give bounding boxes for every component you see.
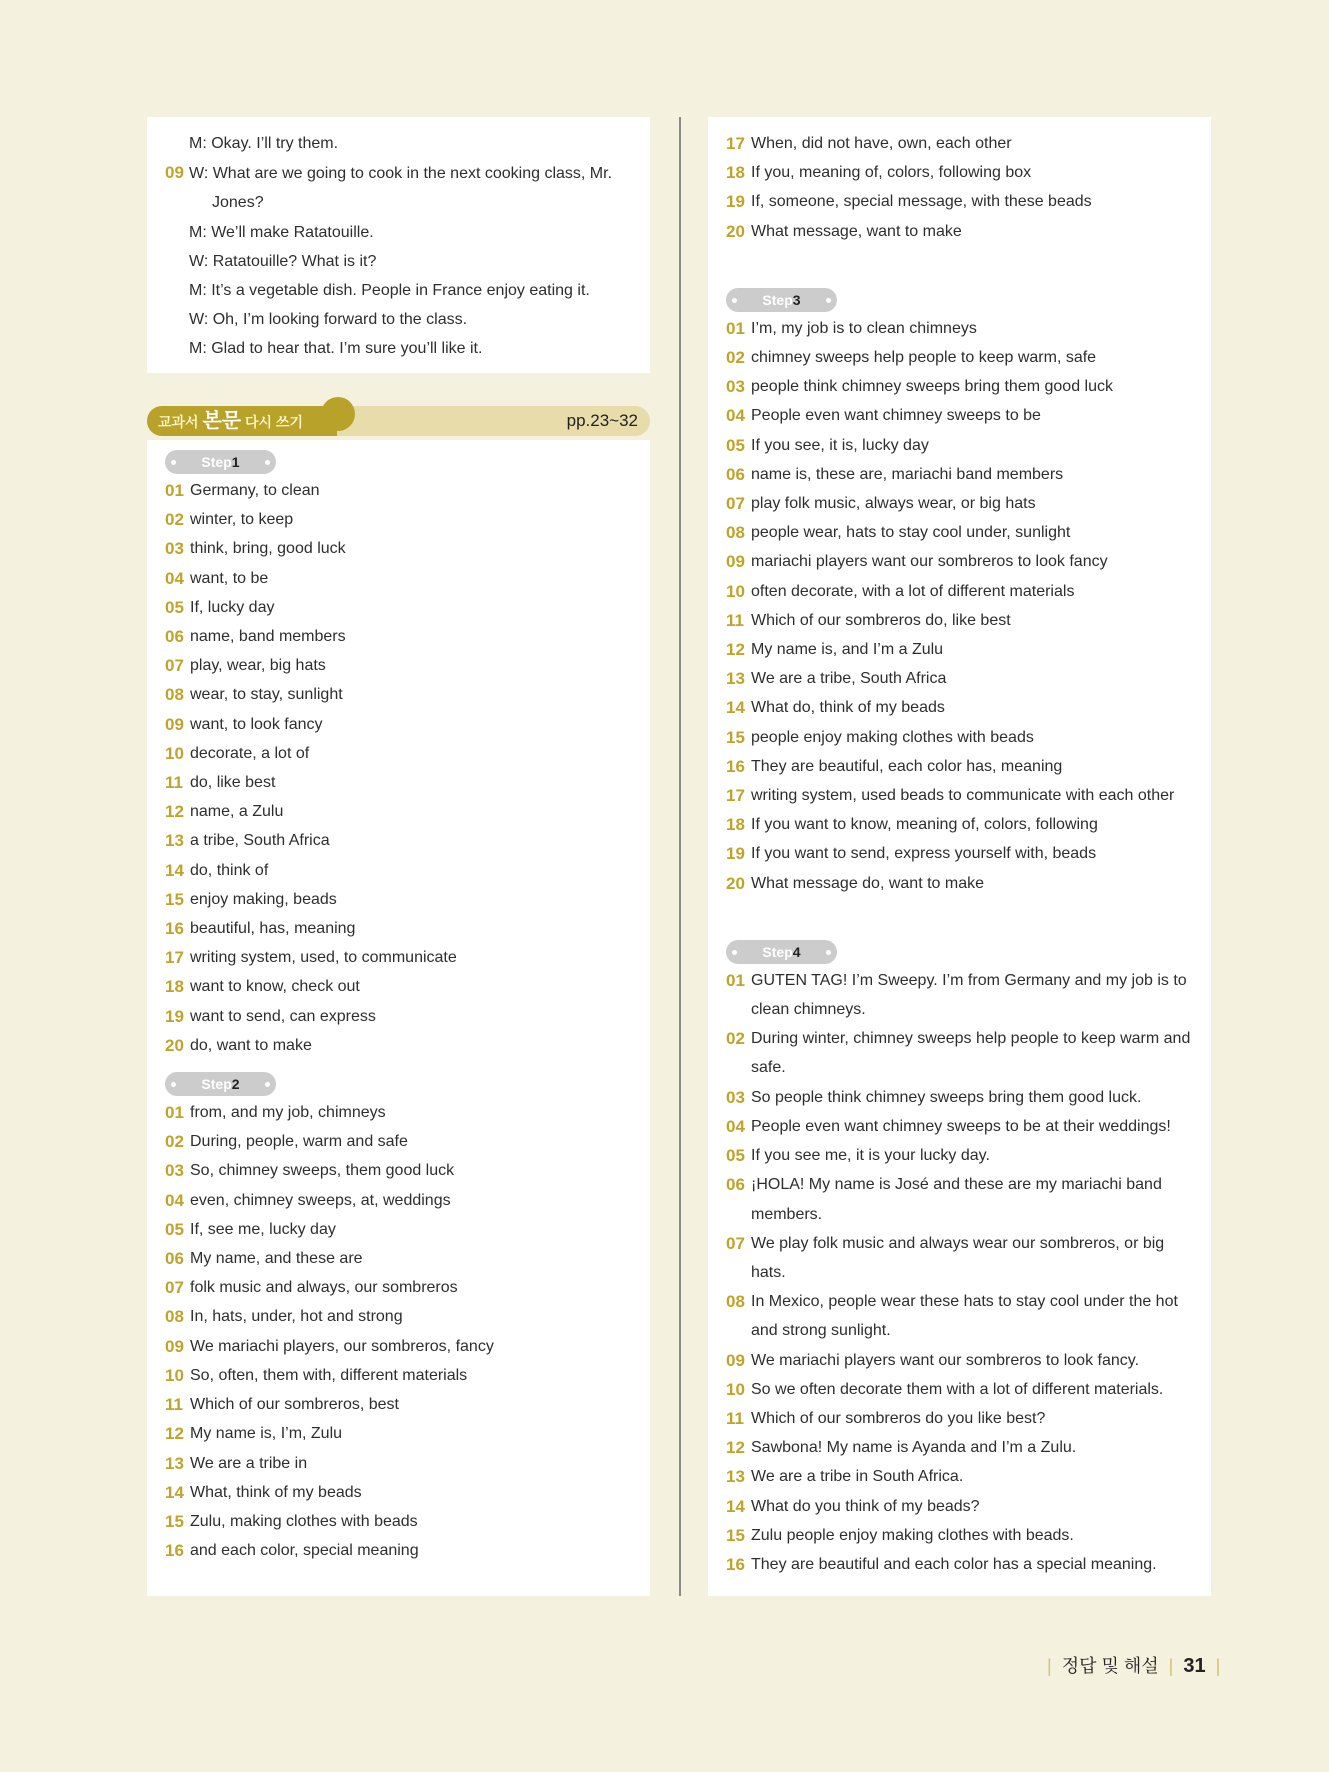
answer-item <box>165 710 632 739</box>
item-text: often decorate, with a lot of different materials <box>751 582 1075 600</box>
answer-item <box>726 1346 1193 1375</box>
answer-item <box>165 1449 632 1478</box>
item-number: 08 <box>726 523 745 543</box>
item-number: 20 <box>726 221 745 241</box>
item-text: What message, want to make <box>751 222 962 240</box>
step-2-list-continued <box>726 129 1193 246</box>
dialogue-text: M: We’ll make Ratatouille. <box>189 223 374 241</box>
item-text: writing system, used, to communicate <box>190 949 457 967</box>
item-number: 10 <box>726 1379 745 1399</box>
answer-item <box>165 680 632 709</box>
item-text: writing system, used beads to communicate with each other <box>751 787 1175 805</box>
item-number: 16 <box>165 1541 184 1561</box>
item-text: enjoy making, beads <box>190 890 337 908</box>
answer-item <box>726 1141 1193 1170</box>
item-number: 07 <box>726 1233 745 1253</box>
answer-item <box>165 739 632 768</box>
answer-item <box>165 1127 632 1156</box>
item-text: think, bring, good luck <box>190 540 346 558</box>
answer-item <box>726 1375 1193 1404</box>
step-1-list <box>165 476 632 1060</box>
item-text: people think chimney sweeps bring them good luck <box>751 378 1113 396</box>
item-text: people enjoy making clothes with beads <box>751 728 1034 746</box>
answer-item-continued <box>726 1200 1193 1229</box>
item-text: a tribe, South Africa <box>190 832 330 850</box>
answer-item <box>726 839 1193 868</box>
item-number: 09 <box>726 1350 745 1370</box>
answer-item <box>165 972 632 1001</box>
item-number: 04 <box>165 1190 184 1210</box>
dialogue-text: M: Glad to hear that. I’m sure you’ll like it. <box>189 340 483 358</box>
answer-item <box>165 1478 632 1507</box>
answer-item <box>165 797 632 826</box>
item-text: members. <box>751 1205 823 1223</box>
item-number: 05 <box>165 1219 184 1239</box>
item-number: 14 <box>726 698 745 718</box>
dialogue-text: W: Oh, I’m looking forward to the class. <box>189 311 468 329</box>
item-text: What, think of my beads <box>190 1483 362 1501</box>
item-number: 13 <box>726 1467 745 1487</box>
answer-item <box>165 593 632 622</box>
item-text: Sawbona! My name is Ayanda and I’m a Zulu. <box>751 1439 1077 1457</box>
dialogue-text: W: Ratatouille? What is it? <box>189 252 377 270</box>
item-text: from, and my job, chimneys <box>190 1104 386 1122</box>
item-text: What do, think of my beads <box>751 699 945 717</box>
step-2-pill: Step2 <box>165 1072 276 1096</box>
item-number: 04 <box>165 568 184 588</box>
answer-item <box>726 966 1193 995</box>
column-divider <box>679 117 681 1596</box>
item-text: People even want chimney sweeps to be <box>751 407 1041 425</box>
answer-item <box>726 314 1193 343</box>
answer-item <box>726 577 1193 606</box>
banner-title-c: 다시 쓰기 <box>241 414 303 430</box>
item-number: 03 <box>165 1161 184 1181</box>
item-text: decorate, a lot of <box>190 744 310 762</box>
answer-item <box>165 534 632 563</box>
answer-item <box>165 651 632 680</box>
item-text: GUTEN TAG! I’m Sweepy. I’m from Germany and my job is to <box>751 971 1187 989</box>
item-text: Which of our sombreros, best <box>190 1396 399 1414</box>
item-number: 14 <box>165 1482 184 1502</box>
line-number: 09 <box>165 163 184 183</box>
item-number: 18 <box>726 163 745 183</box>
answer-item-continued <box>726 995 1193 1024</box>
item-text: If you, meaning of, colors, following box <box>751 164 1032 182</box>
item-number: 12 <box>726 640 745 660</box>
answer-item <box>165 1244 632 1273</box>
item-text: In Mexico, people wear these hats to stay cool under the hot <box>751 1293 1178 1311</box>
item-number: 08 <box>165 685 184 705</box>
answer-item <box>726 810 1193 839</box>
dialogue-line <box>147 247 650 276</box>
item-number: 05 <box>726 1146 745 1166</box>
answer-item <box>726 431 1193 460</box>
item-text: want, to be <box>190 569 269 587</box>
item-text: They are beautiful and each color has a special meaning. <box>751 1555 1157 1573</box>
item-text: Which of our sombreros do, like best <box>751 611 1011 629</box>
item-number: 01 <box>165 481 184 500</box>
item-number: 08 <box>165 1307 184 1327</box>
item-text: Germany, to clean <box>190 482 320 499</box>
dialogue-line <box>147 129 650 158</box>
answer-item-continued <box>726 1258 1193 1287</box>
item-text: If, see me, lucky day <box>190 1220 336 1238</box>
answer-item <box>726 1229 1193 1258</box>
item-text: ¡HOLA! My name is José and these are my mariachi band <box>751 1176 1162 1194</box>
item-text: So we often decorate them with a lot of different materials. <box>751 1380 1164 1398</box>
answer-item <box>165 1273 632 1302</box>
item-number: 17 <box>165 948 184 968</box>
answer-item <box>726 460 1193 489</box>
item-number: 05 <box>165 597 184 617</box>
item-text: What message do, want to make <box>751 874 984 892</box>
answer-item <box>165 914 632 943</box>
item-number: 18 <box>165 977 184 997</box>
dialogue-text: M: It’s a vegetable dish. People in France enjoy eating it. <box>189 282 590 300</box>
item-number: 06 <box>165 627 184 647</box>
step-3-pill: Step3 <box>726 288 837 312</box>
banner-title-a: 교과서 <box>158 414 203 430</box>
item-number: 06 <box>165 1249 184 1269</box>
answer-item <box>726 1404 1193 1433</box>
answer-item <box>165 856 632 885</box>
item-text: My name is, I’m, Zulu <box>190 1425 343 1443</box>
item-text: We are a tribe in South Africa. <box>751 1468 964 1486</box>
dialogue-line <box>147 276 650 305</box>
dialogue-text: M: Okay. I’ll try them. <box>189 135 339 152</box>
item-text: name is, these are, mariachi band members <box>751 465 1064 483</box>
item-number: 08 <box>726 1292 745 1312</box>
item-number: 19 <box>726 844 745 864</box>
item-number: 16 <box>165 919 184 939</box>
answer-item <box>726 217 1193 246</box>
item-text: play, wear, big hats <box>190 657 326 675</box>
item-number: 03 <box>726 377 745 397</box>
step-3-list <box>726 314 1193 898</box>
item-text: do, think of <box>190 861 269 879</box>
answer-item <box>165 1507 632 1536</box>
item-number: 20 <box>726 873 745 893</box>
item-number: 15 <box>165 1511 184 1531</box>
answer-item <box>726 869 1193 898</box>
answer-item <box>165 505 632 534</box>
answer-item <box>165 826 632 855</box>
item-text: If, someone, special message, with these beads <box>751 193 1092 211</box>
answer-item <box>165 885 632 914</box>
item-number: 09 <box>165 1336 184 1356</box>
answer-item <box>726 372 1193 401</box>
item-number: 10 <box>165 743 184 763</box>
answer-item <box>726 1521 1193 1550</box>
answer-item <box>165 1361 632 1390</box>
answer-item <box>165 768 632 797</box>
item-text: During, people, warm and safe <box>190 1133 408 1151</box>
item-text: If you see me, it is your lucky day. <box>751 1147 990 1165</box>
item-text: I’m, my job is to clean chimneys <box>751 319 977 337</box>
answer-item-continued <box>726 1316 1193 1345</box>
section-banner <box>147 404 650 436</box>
answer-item <box>726 158 1193 187</box>
answer-item <box>726 1433 1193 1462</box>
item-number: 01 <box>165 1103 184 1123</box>
item-text: hats. <box>751 1263 786 1281</box>
item-text: even, chimney sweeps, at, weddings <box>190 1191 451 1209</box>
item-number: 05 <box>726 435 745 455</box>
item-number: 15 <box>165 889 184 909</box>
item-number: 02 <box>165 1132 184 1152</box>
item-number: 02 <box>726 1029 745 1049</box>
item-text: safe. <box>751 1059 786 1077</box>
answer-item <box>165 1031 632 1060</box>
item-text: My name is, and I’m a Zulu <box>751 641 944 659</box>
item-number: 11 <box>726 1408 744 1428</box>
item-text: want, to look fancy <box>190 715 323 733</box>
item-number: 15 <box>726 727 745 747</box>
answer-item <box>165 1536 632 1565</box>
item-text: So people think chimney sweeps bring them good luck. <box>751 1088 1142 1106</box>
item-number: 04 <box>726 1116 745 1136</box>
item-text: beautiful, has, meaning <box>190 920 356 938</box>
item-number: 15 <box>726 1525 745 1545</box>
answer-item <box>726 1550 1193 1579</box>
item-text: people wear, hats to stay cool under, sunlight <box>751 524 1071 542</box>
item-text: Which of our sombreros do you like best? <box>751 1409 1046 1427</box>
answer-item <box>165 622 632 651</box>
item-number: 11 <box>165 1395 183 1415</box>
item-number: 17 <box>726 786 745 806</box>
answer-item <box>726 343 1193 372</box>
answer-item <box>726 518 1193 547</box>
answer-item <box>165 1002 632 1031</box>
page-range: pp.23~32 <box>566 411 638 430</box>
answer-item <box>726 693 1193 722</box>
item-text: What do you think of my beads? <box>751 1497 980 1515</box>
answer-item <box>726 1287 1193 1316</box>
answer-item <box>726 1083 1193 1112</box>
footer-section: 정답 및 해설 <box>1061 1656 1159 1676</box>
answer-item <box>165 1215 632 1244</box>
answer-item <box>165 1332 632 1361</box>
item-text: We are a tribe, South Africa <box>751 670 947 688</box>
item-number: 12 <box>726 1438 745 1458</box>
answer-item <box>726 1492 1193 1521</box>
item-text: When, did not have, own, each other <box>751 135 1012 152</box>
answer-item <box>165 1390 632 1419</box>
answer-item <box>165 1186 632 1215</box>
item-text: If you see, it is, lucky day <box>751 436 929 454</box>
item-text: want to know, check out <box>190 978 360 996</box>
item-number: 06 <box>726 1175 745 1195</box>
left-answers-panel <box>147 440 650 1596</box>
step-4-pill: Step4 <box>726 940 837 964</box>
banner-title <box>147 406 337 436</box>
item-text: In, hats, under, hot and strong <box>190 1308 403 1326</box>
answer-item <box>726 664 1193 693</box>
item-number: 11 <box>165 773 183 793</box>
item-text: If, lucky day <box>190 598 275 616</box>
answer-item <box>726 401 1193 430</box>
item-text: wear, to stay, sunlight <box>190 686 343 704</box>
item-number: 12 <box>165 1424 184 1444</box>
item-text: mariachi players want our sombreros to look fancy <box>751 553 1108 571</box>
item-text: We are a tribe in <box>190 1454 308 1472</box>
item-number: 13 <box>726 669 745 689</box>
item-text: Zulu, making clothes with beads <box>190 1512 418 1530</box>
dialogue-line <box>147 158 650 188</box>
answer-item <box>726 635 1193 664</box>
item-number: 07 <box>726 494 745 514</box>
item-text: do, like best <box>190 774 276 792</box>
item-text: If you want to send, express yourself with, beads <box>751 845 1097 863</box>
item-number: 17 <box>726 134 745 153</box>
item-number: 18 <box>726 815 745 835</box>
dialogue-text: W: What are we going to cook in the next cooking class, Mr. <box>189 165 613 183</box>
answer-item <box>726 1024 1193 1053</box>
item-text: During winter, chimney sweeps help people to keep warm and <box>751 1030 1191 1048</box>
answer-item <box>726 489 1193 518</box>
item-number: 06 <box>726 464 745 484</box>
item-number: 09 <box>726 552 745 572</box>
item-text: So, often, them with, different materials <box>190 1366 468 1384</box>
item-text: We mariachi players, our sombreros, fancy <box>190 1337 494 1355</box>
answer-item <box>165 1156 632 1185</box>
page-number: 31 <box>1183 1655 1206 1677</box>
item-number: 11 <box>726 610 744 630</box>
item-number: 20 <box>165 1035 184 1055</box>
item-number: 04 <box>726 406 745 426</box>
item-text: and strong sunlight. <box>751 1322 891 1340</box>
item-text: My name, and these are <box>190 1250 363 1268</box>
answer-item <box>726 781 1193 810</box>
step-4-list <box>726 966 1193 1579</box>
item-number: 07 <box>165 1278 184 1298</box>
answer-item <box>726 547 1193 576</box>
item-text: If you want to know, meaning of, colors, following <box>751 816 1098 834</box>
item-number: 16 <box>726 1554 745 1574</box>
item-text: They are beautiful, each color has, meaning <box>751 757 1063 775</box>
item-number: 10 <box>165 1365 184 1385</box>
answer-item <box>165 943 632 972</box>
item-number: 14 <box>165 860 184 880</box>
step-2-list <box>165 1098 632 1565</box>
answer-item-continued <box>726 1053 1193 1082</box>
dialogue-line <box>147 305 650 334</box>
answer-item <box>726 187 1193 216</box>
answer-item <box>726 129 1193 158</box>
dialogue-list <box>147 117 650 364</box>
item-number: 03 <box>726 1087 745 1107</box>
answer-item <box>165 1098 632 1127</box>
item-number: 14 <box>726 1496 745 1516</box>
item-text: People even want chimney sweeps to be at their weddings! <box>751 1117 1171 1135</box>
item-text: do, want to make <box>190 1036 312 1054</box>
item-number: 10 <box>726 581 745 601</box>
item-text: Zulu people enjoy making clothes with beads. <box>751 1526 1074 1544</box>
item-number: 07 <box>165 656 184 676</box>
right-answers-panel <box>708 117 1211 1596</box>
answer-item <box>165 564 632 593</box>
dialogue-line <box>147 334 650 363</box>
dialogue-line-continued: Jones? <box>212 194 264 212</box>
item-number: 19 <box>165 1006 184 1026</box>
item-number: 03 <box>165 539 184 559</box>
item-number: 01 <box>726 318 745 338</box>
item-text: We play folk music and always wear our sombreros, or big <box>751 1234 1165 1252</box>
item-text: name, band members <box>190 628 346 646</box>
item-number: 02 <box>165 510 184 530</box>
item-text: chimney sweeps help people to keep warm, safe <box>751 349 1097 367</box>
item-text: winter, to keep <box>190 511 294 529</box>
item-number: 12 <box>165 802 184 822</box>
item-number: 16 <box>726 756 745 776</box>
item-text: want to send, can express <box>190 1007 376 1025</box>
answer-item <box>726 1112 1193 1141</box>
answer-item <box>726 1462 1193 1491</box>
page-footer: | 정답 및 해설 | 31 | <box>1047 1655 1221 1677</box>
item-text: clean chimneys. <box>751 1001 866 1019</box>
item-text: folk music and always, our sombreros <box>190 1279 458 1297</box>
item-text: name, a Zulu <box>190 803 284 821</box>
item-number: 13 <box>165 1453 184 1473</box>
item-number: 09 <box>165 714 184 734</box>
answer-item <box>726 752 1193 781</box>
answer-item <box>165 1419 632 1448</box>
item-number: 01 <box>726 970 745 990</box>
item-text: play folk music, always wear, or big hats <box>751 495 1036 513</box>
banner-title-b: 본문 <box>202 410 242 432</box>
item-number: 02 <box>726 348 745 368</box>
item-text: and each color, special meaning <box>190 1542 419 1560</box>
item-number: 13 <box>165 831 184 851</box>
answer-item <box>165 476 632 505</box>
item-text: So, chimney sweeps, them good luck <box>190 1162 455 1180</box>
dialogue-line <box>147 218 650 247</box>
answer-item <box>165 1302 632 1331</box>
answer-item <box>726 606 1193 635</box>
step-1-pill: Step1 <box>165 450 276 474</box>
item-number: 19 <box>726 192 745 212</box>
item-text: We mariachi players want our sombreros to look fancy. <box>751 1351 1140 1369</box>
answer-item <box>726 723 1193 752</box>
answer-item <box>726 1170 1193 1199</box>
dialogue-panel <box>147 117 650 373</box>
banner-circle <box>321 397 355 431</box>
